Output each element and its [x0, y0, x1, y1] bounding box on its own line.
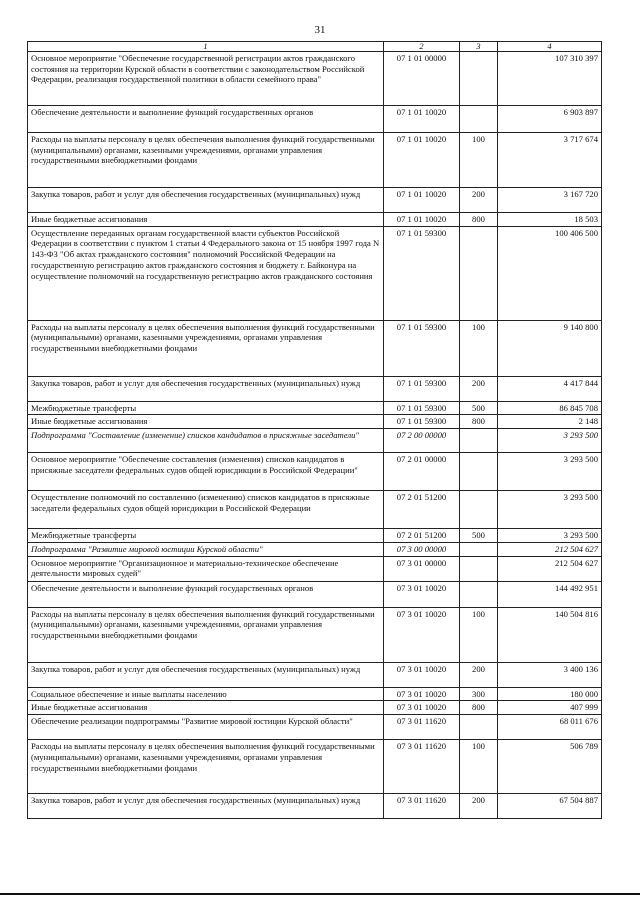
table-row	[28, 376, 602, 401]
row-amount-cell: 107 310 397	[498, 52, 602, 106]
row-target-code-cell: 07 1 01 59300	[384, 415, 460, 429]
table-row	[28, 607, 602, 662]
row-target-code-cell: 07 3 01 10020	[384, 662, 460, 687]
row-expense-type-cell	[460, 581, 498, 607]
row-name-cell: Расходы на выплаты персоналу в целях обеспечения выполнения функций государственными (муниципальными) органами, казенными учреждениями, органами управления государственными внебюджетными фондами	[28, 607, 384, 662]
row-expense-type-cell: 100	[460, 320, 498, 376]
row-name-cell: Подпрограмма "Развитие мировой юстиции Курской области"	[28, 542, 384, 556]
row-target-code-cell: 07 1 01 59300	[384, 376, 460, 401]
table-row	[28, 213, 602, 227]
row-target-code-cell: 07 1 01 10020	[384, 213, 460, 227]
row-target-code-cell: 07 1 01 00000	[384, 52, 460, 106]
row-amount-cell: 6 903 897	[498, 106, 602, 133]
row-name-cell: Расходы на выплаты персоналу в целях обеспечения выполнения функций государственными (муниципальными) органами, казенными учреждениями, органами управления государственными внебюджетными фондами	[28, 133, 384, 188]
row-expense-type-cell	[460, 226, 498, 320]
row-target-code-cell: 07 1 01 59300	[384, 401, 460, 415]
row-target-code-cell: 07 1 01 10020	[384, 188, 460, 213]
row-name-cell: Основное мероприятие "Обеспечение государственной регистрации актов гражданского состояния на территории Курской области в соответствии с законодательством Российской Федерации, реализация государственной политики в области семейного права"	[28, 52, 384, 106]
row-expense-type-cell: 200	[460, 794, 498, 819]
row-target-code-cell: 07 3 01 10020	[384, 581, 460, 607]
row-name-cell: Иные бюджетные ассигнования	[28, 213, 384, 227]
row-expense-type-cell: 100	[460, 740, 498, 794]
row-target-code-cell: 07 1 01 10020	[384, 106, 460, 133]
row-name-cell: Осуществление переданных органам государственной власти субъектов Российской Федерации в соответствии с пунктом 1 статьи 4 Федерального закона от 15 ноября 1997 года N 143-ФЗ "Об актах гражданского состояния" полномочий Российской Федерации на государственную регистрацию актов гражданского состояния и бюджету г. Байконура на осуществление полномочий на государственную регистрацию актов гражданского состояния	[28, 226, 384, 320]
table-row	[28, 491, 602, 529]
row-amount-cell: 100 406 500	[498, 226, 602, 320]
row-target-code-cell: 07 2 01 51200	[384, 491, 460, 529]
row-target-code-cell: 07 3 00 00000	[384, 542, 460, 556]
row-expense-type-cell: 300	[460, 687, 498, 701]
row-expense-type-cell: 200	[460, 662, 498, 687]
page-bottom-rule	[0, 893, 640, 895]
table-row	[28, 429, 602, 453]
table-body	[28, 52, 602, 819]
row-target-code-cell: 07 3 01 11620	[384, 794, 460, 819]
row-amount-cell: 9 140 800	[498, 320, 602, 376]
row-expense-type-cell	[460, 556, 498, 581]
row-amount-cell: 3 293 500	[498, 491, 602, 529]
table-row	[28, 556, 602, 581]
row-amount-cell: 86 845 708	[498, 401, 602, 415]
table-row	[28, 662, 602, 687]
row-expense-type-cell	[460, 715, 498, 740]
table-row	[28, 106, 602, 133]
row-expense-type-cell: 500	[460, 401, 498, 415]
row-amount-cell: 67 504 887	[498, 794, 602, 819]
row-amount-cell: 506 789	[498, 740, 602, 794]
row-amount-cell: 18 503	[498, 213, 602, 227]
table-row	[28, 401, 602, 415]
page-number: 31	[314, 24, 326, 36]
row-amount-cell: 212 504 627	[498, 542, 602, 556]
row-name-cell: Иные бюджетные ассигнования	[28, 415, 384, 429]
table-row	[28, 740, 602, 794]
row-name-cell: Социальное обеспечение и иные выплаты населению	[28, 687, 384, 701]
row-amount-cell: 3 717 674	[498, 133, 602, 188]
row-target-code-cell: 07 3 01 10020	[384, 607, 460, 662]
row-target-code-cell: 07 2 01 00000	[384, 453, 460, 491]
row-target-code-cell: 07 3 01 11620	[384, 715, 460, 740]
row-amount-cell: 407 999	[498, 701, 602, 715]
table-row	[28, 529, 602, 543]
row-name-cell: Закупка товаров, работ и услуг для обеспечения государственных (муниципальных) нужд	[28, 376, 384, 401]
row-expense-type-cell: 200	[460, 376, 498, 401]
row-name-cell: Обеспечение деятельности и выполнение функций государственных органов	[28, 106, 384, 133]
row-amount-cell: 3 167 720	[498, 188, 602, 213]
row-target-code-cell: 07 1 01 59300	[384, 226, 460, 320]
row-amount-cell: 144 492 951	[498, 581, 602, 607]
row-expense-type-cell	[460, 429, 498, 453]
row-amount-cell: 2 148	[498, 415, 602, 429]
row-amount-cell: 68 011 676	[498, 715, 602, 740]
row-amount-cell: 140 504 816	[498, 607, 602, 662]
row-name-cell: Основное мероприятие "Обеспечение составления (изменения) списков кандидатов в присяжные заседатели федеральных судов общей юрисдикции в Российской Федерации"	[28, 453, 384, 491]
table-row	[28, 320, 602, 376]
table-row	[28, 133, 602, 188]
row-target-code-cell: 07 3 01 10020	[384, 687, 460, 701]
budget-table	[27, 41, 602, 819]
row-amount-cell: 3 293 500	[498, 529, 602, 543]
table-row	[28, 188, 602, 213]
row-expense-type-cell: 800	[460, 415, 498, 429]
row-target-code-cell: 07 2 01 51200	[384, 529, 460, 543]
row-amount-cell: 4 417 844	[498, 376, 602, 401]
table-row	[28, 415, 602, 429]
table-row	[28, 701, 602, 715]
row-amount-cell: 3 400 136	[498, 662, 602, 687]
table-row	[28, 794, 602, 819]
column-header-amount: 4	[498, 42, 602, 52]
row-target-code-cell: 07 2 00 00000	[384, 429, 460, 453]
row-target-code-cell: 07 3 01 10020	[384, 701, 460, 715]
row-name-cell: Иные бюджетные ассигнования	[28, 701, 384, 715]
row-name-cell: Расходы на выплаты персоналу в целях обеспечения выполнения функций государственными (муниципальными) органами, казенными учреждениями, органами управления государственными внебюджетными фондами	[28, 320, 384, 376]
row-expense-type-cell: 500	[460, 529, 498, 543]
row-target-code-cell: 07 1 01 10020	[384, 133, 460, 188]
row-name-cell: Закупка товаров, работ и услуг для обеспечения государственных (муниципальных) нужд	[28, 794, 384, 819]
row-expense-type-cell	[460, 52, 498, 106]
row-expense-type-cell	[460, 491, 498, 529]
table-row	[28, 52, 602, 106]
row-name-cell: Осуществление полномочий по составлению (изменению) списков кандидатов в присяжные заседатели федеральных судов общей юрисдикции в Российской Федерации	[28, 491, 384, 529]
row-amount-cell: 3 293 500	[498, 429, 602, 453]
table-header-row	[28, 42, 602, 52]
row-target-code-cell: 07 3 01 11620	[384, 740, 460, 794]
row-name-cell: Расходы на выплаты персоналу в целях обеспечения выполнения функций государственными (муниципальными) органами, казенными учреждениями, органами управления государственными внебюджетными фондами	[28, 740, 384, 794]
row-expense-type-cell: 200	[460, 188, 498, 213]
row-name-cell: Обеспечение реализации подпрограммы "Развитие мировой юстиции Курской области"	[28, 715, 384, 740]
row-expense-type-cell	[460, 106, 498, 133]
table-row	[28, 453, 602, 491]
table-row	[28, 226, 602, 320]
table-row	[28, 715, 602, 740]
row-name-cell: Межбюджетные трансферты	[28, 401, 384, 415]
row-amount-cell: 212 504 627	[498, 556, 602, 581]
column-header-name: 1	[28, 42, 384, 52]
column-header-expense-type: 3	[460, 42, 498, 52]
row-expense-type-cell: 100	[460, 607, 498, 662]
row-expense-type-cell: 800	[460, 701, 498, 715]
row-name-cell: Межбюджетные трансферты	[28, 529, 384, 543]
row-expense-type-cell	[460, 453, 498, 491]
table-row	[28, 581, 602, 607]
row-name-cell: Обеспечение деятельности и выполнение функций государственных органов	[28, 581, 384, 607]
column-header-target-code: 2	[384, 42, 460, 52]
row-name-cell: Закупка товаров, работ и услуг для обеспечения государственных (муниципальных) нужд	[28, 188, 384, 213]
table-row	[28, 542, 602, 556]
table-row	[28, 687, 602, 701]
row-amount-cell: 180 000	[498, 687, 602, 701]
row-name-cell: Подпрограмма "Составление (изменение) списков кандидатов в присяжные заседатели"	[28, 429, 384, 453]
row-expense-type-cell: 800	[460, 213, 498, 227]
row-expense-type-cell: 100	[460, 133, 498, 188]
row-target-code-cell: 07 1 01 59300	[384, 320, 460, 376]
row-name-cell: Основное мероприятие "Организационное и материально-техническое обеспечение деятельности мировых судей"	[28, 556, 384, 581]
row-target-code-cell: 07 3 01 00000	[384, 556, 460, 581]
row-expense-type-cell	[460, 542, 498, 556]
row-name-cell: Закупка товаров, работ и услуг для обеспечения государственных (муниципальных) нужд	[28, 662, 384, 687]
row-amount-cell: 3 293 500	[498, 453, 602, 491]
